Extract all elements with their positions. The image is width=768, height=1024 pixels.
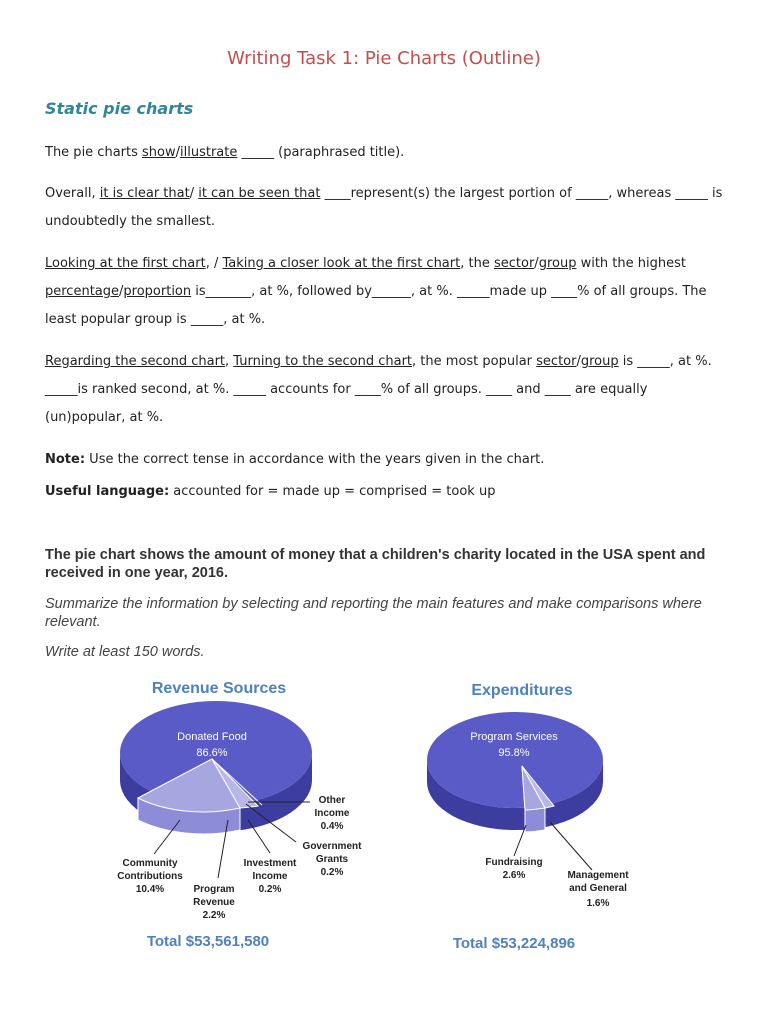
word-count-instruction: Write at least 150 words.	[45, 644, 205, 660]
pie-slice-program-services	[427, 712, 603, 808]
note	[45, 452, 725, 467]
text: /	[189, 186, 199, 201]
leader-line	[550, 822, 592, 870]
expenditures-chart	[410, 670, 670, 960]
paragraph-second-chart	[45, 348, 725, 432]
text: Overall,	[45, 186, 100, 201]
slice-label: Program	[193, 884, 235, 895]
text: , the most popular	[412, 354, 537, 369]
text: illustrate	[180, 145, 238, 160]
paragraph-intro	[45, 145, 725, 160]
slice-value: 0.2%	[258, 884, 282, 895]
text: it can be seen that	[198, 186, 321, 201]
text: group	[580, 354, 619, 369]
text: sector	[493, 256, 535, 271]
text: proportion	[123, 284, 192, 299]
text: Looking at the first chart	[45, 256, 206, 271]
text: Regarding the second chart	[45, 354, 226, 369]
slice-label: Contributions	[117, 871, 183, 882]
text: /	[576, 354, 581, 369]
slice-label: Management	[567, 870, 629, 881]
slice-label: Investment	[243, 858, 297, 869]
useful-language-text: accounted for = made up = comprised = took up	[169, 484, 496, 499]
page-title: Writing Task 1: Pie Charts (Outline)	[227, 48, 541, 69]
slice-label: and General	[569, 883, 627, 894]
text: /	[534, 256, 539, 271]
text: , the	[460, 256, 494, 271]
text: ____represent(s) the largest portion of _____, whereas _____ is undoubtedly the smallest.	[45, 186, 723, 229]
note-label: Note:	[45, 452, 86, 467]
slice-label: Revenue	[193, 897, 235, 908]
text: it is clear that	[99, 186, 190, 201]
slice-label: Program Services	[470, 731, 558, 743]
slice-label: Grants	[315, 854, 349, 865]
slice-value: 10.4%	[135, 884, 165, 895]
slice-label: Community	[122, 858, 178, 869]
paragraph-overall	[45, 180, 725, 236]
slice-label: Donated Food	[177, 731, 247, 743]
useful-language	[45, 484, 725, 499]
text: /	[119, 284, 124, 299]
slice-label: Income	[252, 871, 288, 882]
slice-value: 86.6%	[196, 747, 228, 759]
text: , /	[205, 256, 223, 271]
slice-label: Fundraising	[485, 857, 543, 868]
slice-label: Government	[302, 841, 362, 852]
paragraph-first-chart	[45, 250, 725, 334]
slice-value: 95.8%	[498, 747, 530, 759]
text: sector	[536, 354, 577, 369]
slice-label: Income	[314, 808, 350, 819]
chart-title: Revenue Sources	[151, 680, 287, 697]
slice-value: 2.6%	[502, 870, 526, 881]
text: show	[142, 145, 176, 160]
section-heading: Static pie charts	[45, 99, 194, 118]
chart-total: Total $53,224,896	[452, 935, 576, 952]
slice-value: 0.2%	[320, 867, 344, 878]
slice-value: 0.4%	[320, 821, 344, 832]
note-text: Use the correct tense in accordance with the years given in the chart.	[85, 452, 545, 467]
text: /	[175, 145, 181, 160]
revenue-sources-chart	[100, 670, 390, 960]
text: group	[538, 256, 577, 271]
slice-label: Other	[318, 795, 346, 806]
text: with the highest	[576, 256, 686, 271]
text: Taking a closer look at the first chart	[222, 256, 461, 271]
text: percentage	[45, 284, 120, 299]
text: is_______, at %, followed by______, at %. _____made up ____% of all groups. The least popular group is _____, at %.	[45, 284, 707, 327]
text: Turning to the second chart	[233, 354, 413, 369]
task-prompt: The pie chart shows the amount of money that a children's charity located in the USA spent and received in one year, 2016.	[45, 547, 706, 581]
text: The pie charts	[45, 145, 143, 160]
task-instruction: Summarize the information by selecting and reporting the main features and make comparisons where relevant.	[45, 596, 702, 630]
text: ,	[225, 354, 234, 369]
slice-value: 1.6%	[586, 898, 610, 909]
slice-value: 2.2%	[202, 910, 226, 921]
chart-title: Expenditures	[471, 682, 573, 699]
text: is _____, at %. _____is ranked second, at %. _____ accounts for ____% of all groups. ____ and ____ are equally (un)popular, at %.	[45, 354, 712, 425]
chart-total: Total $53,561,580	[146, 933, 270, 950]
useful-language-label: Useful language:	[45, 484, 170, 499]
text: _____ (paraphrased title).	[237, 145, 405, 160]
